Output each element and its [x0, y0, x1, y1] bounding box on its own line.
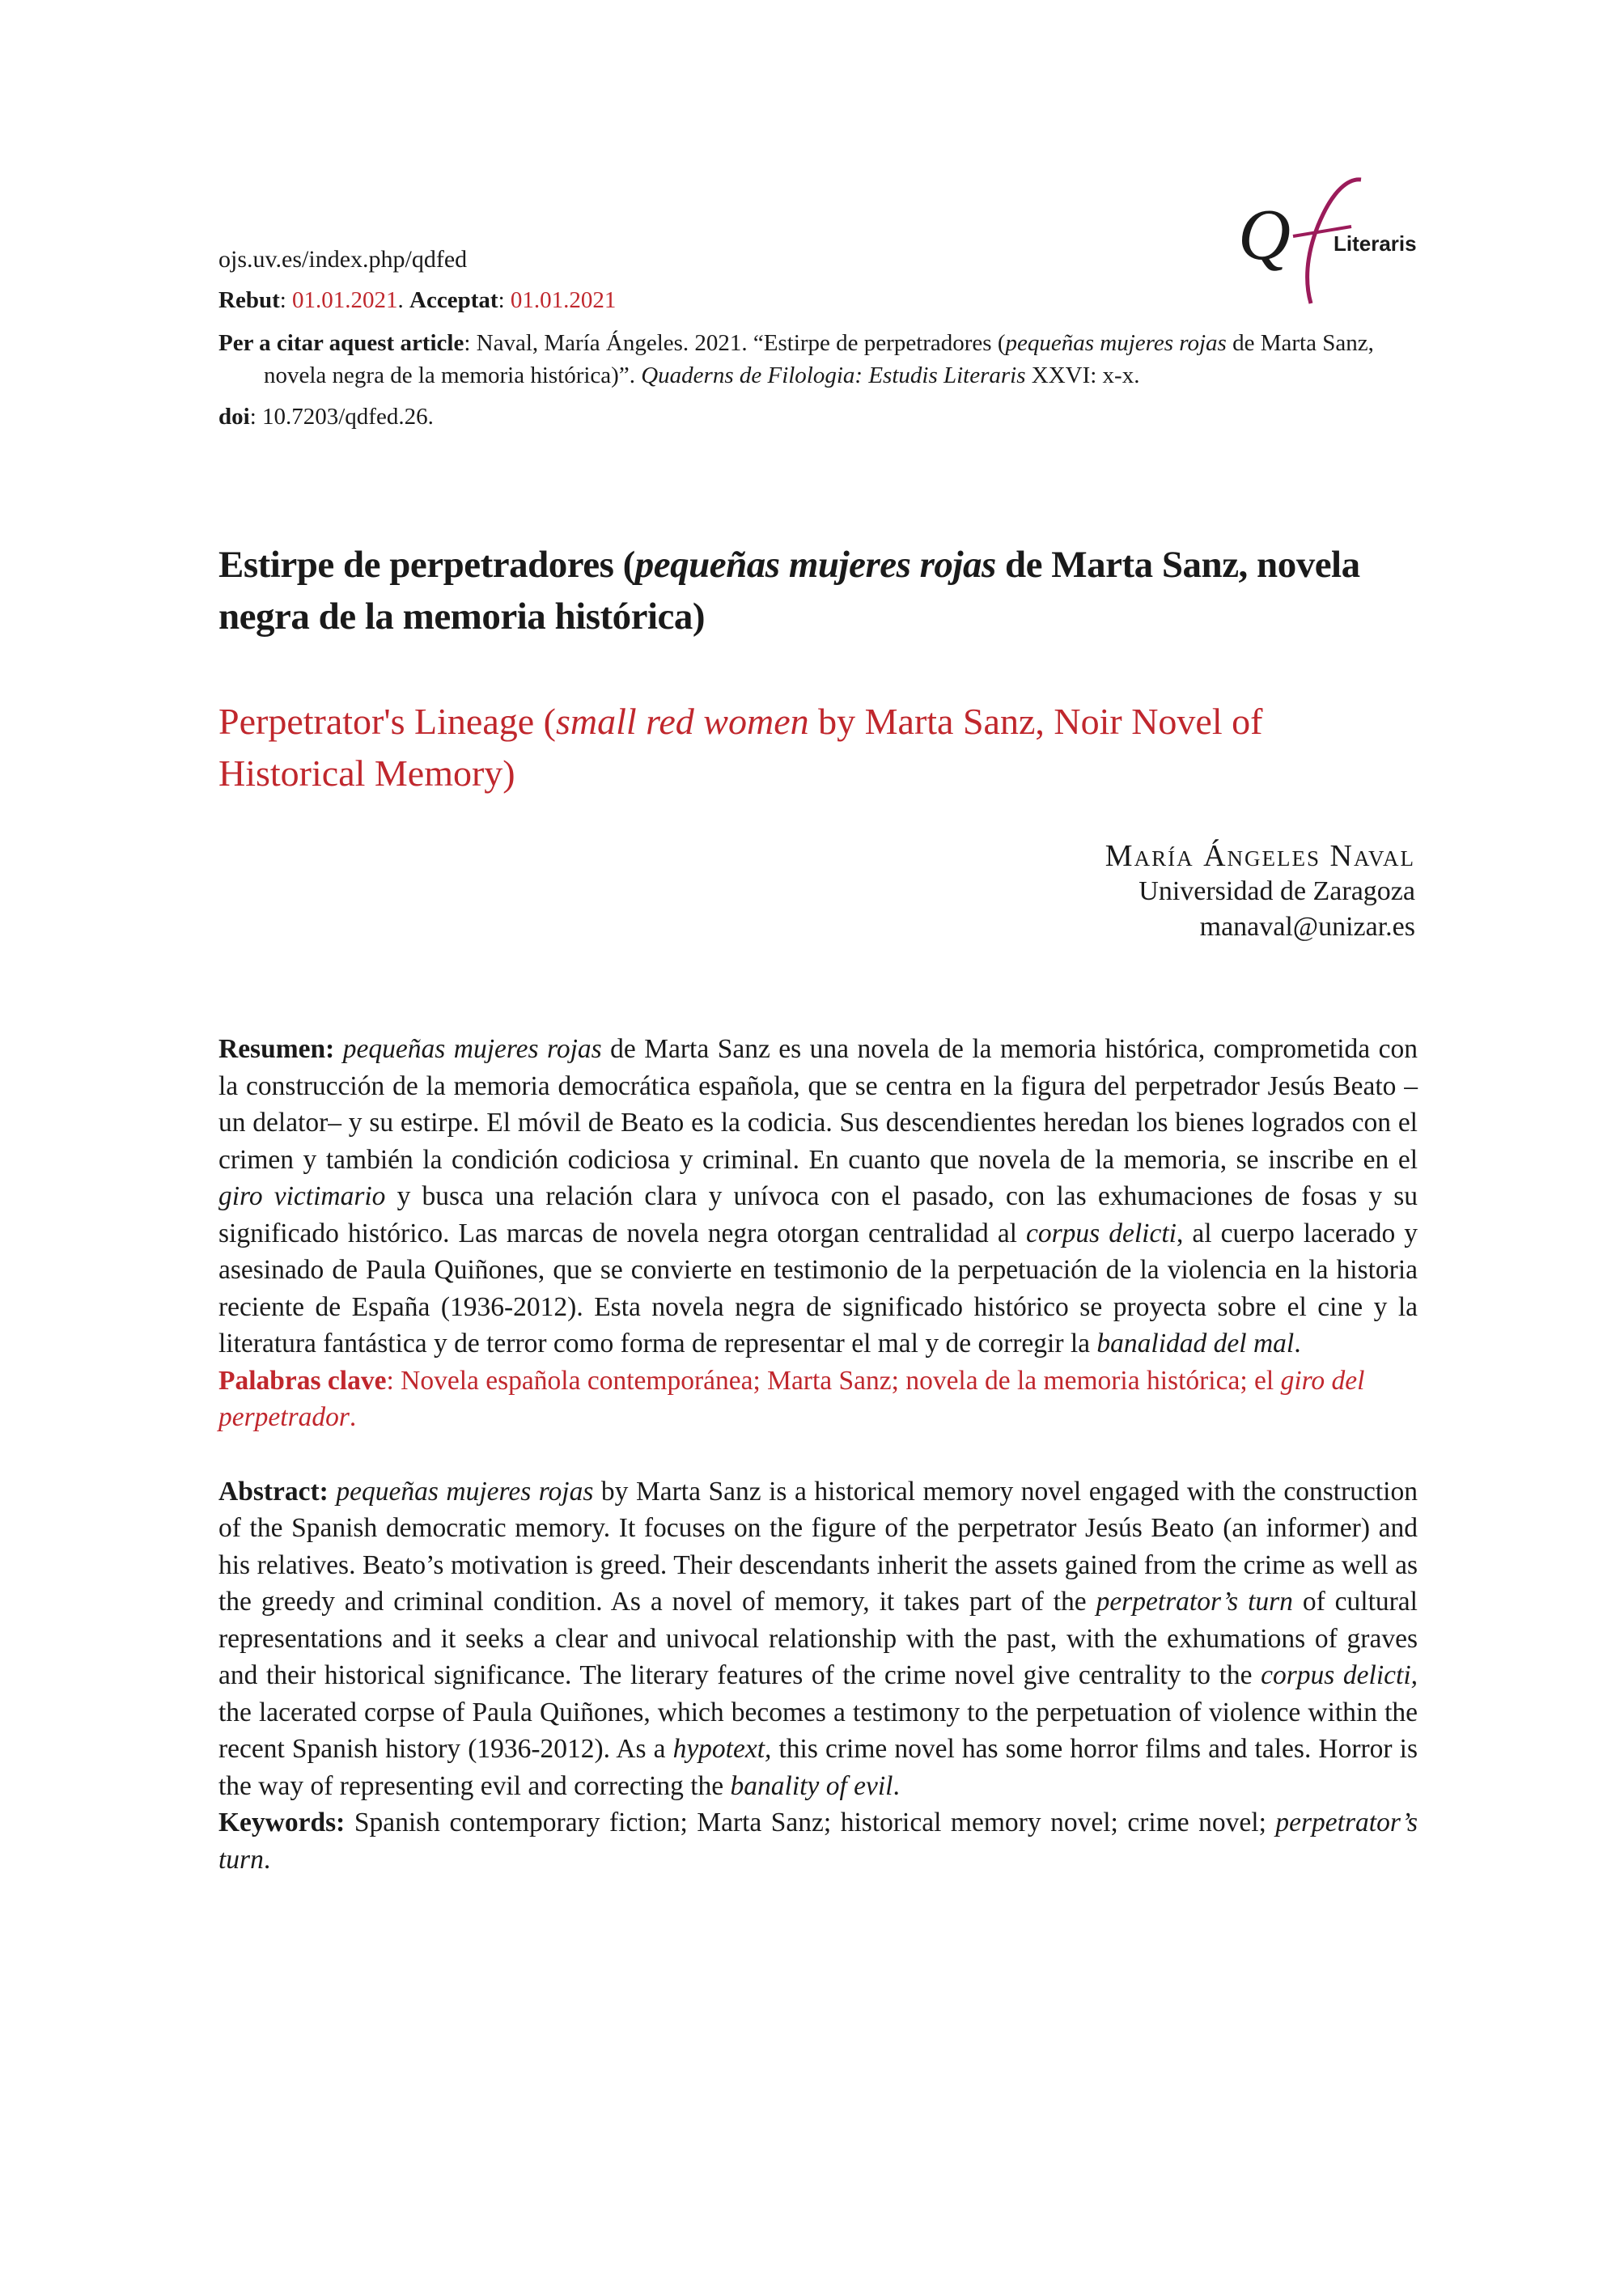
- journal-url[interactable]: ojs.uv.es/index.php/qdfed: [218, 246, 468, 273]
- title-en-part2: by Marta Sanz, Noir Novel of Historical Memory): [218, 701, 1263, 794]
- dates-line: Rebut: 01.01.2021. Acceptat: 01.01.2021: [218, 287, 617, 313]
- logo-text: Literaris: [1334, 231, 1417, 256]
- resumen-label: Resumen:: [218, 1034, 335, 1064]
- cite-journal: Quaderns de Filologia: Estudis Literaris: [641, 362, 1026, 388]
- section-spacer: [218, 1436, 1418, 1473]
- resumen-text: .: [1294, 1329, 1301, 1358]
- cite-text-1: Naval, María Ángeles. 2021. “Estirpe de perpetradores (: [476, 330, 1006, 356]
- author-email[interactable]: manaval@unizar.es: [1199, 912, 1415, 942]
- abstract-text: .: [893, 1770, 900, 1801]
- palabras-clave-paragraph: [218, 1363, 1418, 1436]
- abstract-italic: banality of evil: [730, 1770, 893, 1801]
- title-en-part1: Perpetrator's Lineage (: [218, 701, 556, 742]
- abstract-italic: perpetrator’s turn: [1096, 1587, 1293, 1617]
- palabras-clave-end: .: [349, 1402, 357, 1432]
- abstract-italic: corpus delicti,: [1261, 1660, 1418, 1690]
- keywords-italic: perpetrator’s turn: [218, 1808, 1418, 1875]
- title-es-italic: pequeñas mujeres rojas: [634, 544, 996, 586]
- doi-label: doi: [218, 404, 250, 430]
- resumen-italic: pequeñas mujeres rojas: [342, 1034, 602, 1064]
- received-date: 01.01.2021: [292, 287, 398, 313]
- palabras-clave-label: Palabras clave: [218, 1365, 387, 1396]
- abstracts: [218, 1031, 1418, 1878]
- title-english: [218, 696, 1416, 799]
- title-es-part1: Estirpe de perpetradores (: [218, 544, 635, 586]
- author-affiliation: Universidad de Zaragoza: [1138, 876, 1415, 906]
- resumen-text: y busca una relación clara y unívoca con el pasado, con las exhumaciones de fosas y su significado histórico. Las marcas de novela negra otorgan centralidad al: [218, 1181, 1418, 1248]
- title-spanish: [218, 539, 1416, 642]
- resumen-text: , al cuerpo lacerado y asesinado de Paula Quiñones, que se convierte en testimonio de la perpetuación de la violencia en la historia reciente de España (1936-2012). Esta novela negra de significado histórico se proyecta sobre el cine y la literatura fantástica y de terror como forma de representar el mal y de corregir la: [218, 1218, 1418, 1358]
- abstract-italic: pequeñas mujeres rojas: [336, 1476, 594, 1507]
- doi-line: doi: 10.7203/qdfed.26.: [218, 404, 434, 430]
- author-name: María Ángeles Naval: [1105, 839, 1415, 873]
- abstract-paragraph: [218, 1473, 1418, 1805]
- resumen-italic: banalidad del mal: [1096, 1329, 1295, 1358]
- cite-text-2: de Marta Sanz, novela negra de la memoria histórica)”.: [264, 330, 1374, 388]
- abstract-text: of cultural representations and it seeks a clear and univocal relationship with the past, with the exhumations of graves and their historical significance. The literary features of the crime novel give centrality to the: [218, 1587, 1418, 1690]
- keywords-label: Keywords:: [218, 1808, 346, 1837]
- palabras-clave-text: : Novela española contemporánea; Marta Sanz; novela de la memoria histórica; el: [386, 1365, 1281, 1396]
- abstract-label: Abstract:: [218, 1476, 329, 1507]
- resumen-italic: corpus delicti: [1026, 1218, 1177, 1248]
- keywords-paragraph: [218, 1804, 1418, 1878]
- resumen-text: de Marta Sanz es una novela de la memoria histórica, comprometida con la construcción de la memoria democrática española, que se centra en la figura del perpetrador Jesús Beato –un delator– y su estirpe. El móvil de Beato es la codicia. Sus descendientes heredan los bienes logrados con el crimen y también la condición codiciosa y criminal. En cuanto que novela de la memoria, se inscribe en el: [218, 1034, 1418, 1175]
- title-en-italic: small red women: [556, 701, 809, 742]
- abstract-text: by Marta Sanz is a historical memory novel engaged with the construction of the Spanish democratic memory. It focuses on the figure of the perpetrator Jesús Beato (an informer) and his relatives. Beato’s motivation is greed. Their descendants inherit the assets gained from the crime as well as the greedy and criminal condition. As a novel of memory, it takes part of the: [218, 1476, 1418, 1617]
- abstract-text: the lacerated corpse of Paula Quiñones, which becomes a testimony to the perpetuation of violence within the recent Spanish history (1936-2012). As a: [218, 1697, 1418, 1764]
- logo-q: Q: [1238, 195, 1291, 275]
- doi-value[interactable]: 10.7203/qdfed.26.: [262, 404, 434, 430]
- title-es-part2: de Marta Sanz, novela negra de la memoria histórica): [218, 544, 1360, 638]
- resumen-italic: giro victimario: [218, 1181, 386, 1211]
- abstract-text: this crime novel has some horror films and tales. Horror is the way of representing evil and correcting the: [218, 1734, 1418, 1801]
- keywords-text: Spanish contemporary fiction; Marta Sanz; historical memory novel; crime novel;: [345, 1808, 1276, 1837]
- cite-text-3: XXVI: x-x.: [1025, 362, 1140, 388]
- accepted-label: Acceptat: [409, 287, 498, 313]
- cite-italic-1: pequeñas mujeres rojas: [1005, 330, 1227, 356]
- resumen-paragraph: [218, 1031, 1418, 1363]
- accepted-date: 01.01.2021: [510, 287, 617, 313]
- palabras-clave-italic: giro del perpetrador: [218, 1365, 1365, 1432]
- cite-label: Per a citar aquest article: [218, 330, 464, 356]
- author-block: [1105, 838, 1415, 945]
- abstract-italic: hypotext,: [672, 1734, 772, 1764]
- received-label: Rebut: [218, 287, 280, 313]
- citation: Per a citar aquest article: Naval, María Ángeles. 2021. “Estirpe de perpetradores (pequeñas mujeres rojas de Marta Sanz, novela negra de la memoria histórica)”. Quaderns de Filologia: Estudis Literaris XXVI: x-x.: [218, 330, 1374, 388]
- keywords-end: .: [263, 1844, 271, 1875]
- article-metadata: [218, 239, 1416, 437]
